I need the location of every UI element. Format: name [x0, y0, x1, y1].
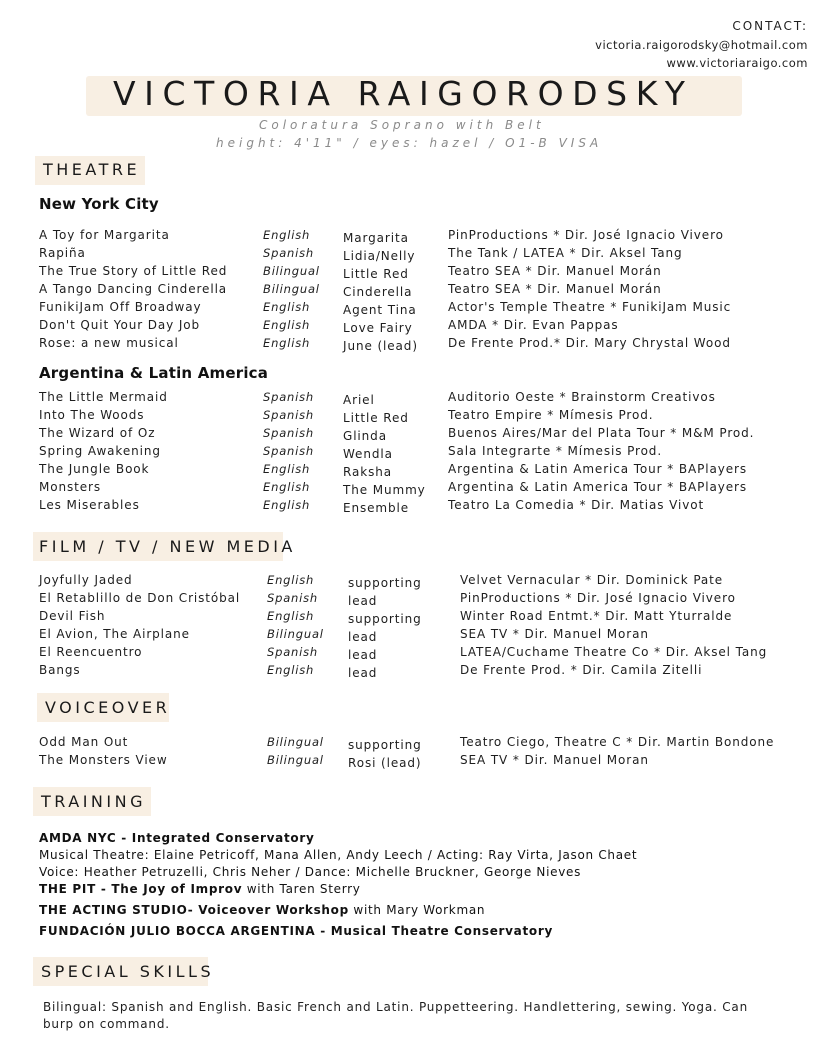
credit-role: Rosi (lead) — [348, 756, 422, 770]
credit-title: Spring Awakening — [39, 444, 161, 458]
theatre-latam-list — [0, 390, 816, 516]
credit-row — [0, 228, 816, 246]
credit-company: Teatro Ciego, Theatre C * Dir. Martin Bondone — [460, 735, 775, 749]
credit-company: PinProductions * Dir. José Ignacio Vivero — [448, 228, 724, 242]
section-title-film: FILM / TV / NEW MEDIA — [39, 537, 296, 556]
credit-language: English — [267, 663, 315, 677]
credit-company: AMDA * Dir. Evan Pappas — [448, 318, 619, 332]
credit-company: SEA TV * Dir. Manuel Moran — [460, 627, 649, 641]
credit-title: Joyfully Jaded — [39, 573, 133, 587]
credit-row — [0, 609, 816, 627]
credit-company: SEA TV * Dir. Manuel Moran — [460, 753, 649, 767]
credit-language: Bilingual — [263, 282, 320, 296]
credit-role: Ariel — [343, 393, 375, 407]
credit-row — [0, 336, 816, 354]
credit-language: English — [263, 480, 311, 494]
credit-row — [0, 390, 816, 408]
credit-row — [0, 663, 816, 681]
theatre-nyc-list — [0, 228, 816, 354]
training-pit-teacher: with Taren Sterry — [242, 882, 361, 896]
credit-language: English — [267, 573, 315, 587]
training-pit — [39, 882, 361, 896]
credit-row — [0, 318, 816, 336]
credit-role: lead — [348, 630, 378, 644]
credit-role: Wendla — [343, 447, 393, 461]
credit-title: A Toy for Margarita — [39, 228, 170, 242]
credit-role: June (lead) — [343, 339, 418, 353]
credit-language: Bilingual — [267, 627, 324, 641]
credit-title: The Jungle Book — [39, 462, 150, 476]
credit-title: A Tango Dancing Cinderella — [39, 282, 228, 296]
credit-role: supporting — [348, 576, 422, 590]
credit-language: English — [263, 300, 311, 314]
training-fundacion: FUNDACIÓN JULIO BOCCA ARGENTINA - Musical Theatre Conservatory — [39, 924, 553, 938]
training-acting-studio — [39, 903, 485, 917]
credit-company: Sala Integrarte * Mímesis Prod. — [448, 444, 663, 458]
section-title-skills: SPECIAL SKILLS — [41, 962, 215, 981]
credit-row — [0, 573, 816, 591]
credit-title: The Little Mermaid — [39, 390, 168, 404]
credit-row — [0, 426, 816, 444]
credit-company: Argentina & Latin America Tour * BAPlayers — [448, 462, 747, 476]
credit-row — [0, 444, 816, 462]
credit-title: FunikiJam Off Broadway — [39, 300, 202, 314]
credit-title: Into The Woods — [39, 408, 145, 422]
credit-company: Argentina & Latin America Tour * BAPlayers — [448, 480, 747, 494]
credit-language: Spanish — [263, 426, 315, 440]
credit-language: Spanish — [263, 390, 315, 404]
skills-text: Bilingual: Spanish and English. Basic French and Latin. Puppetteering. Handlettering, sewing. Yoga. Can burp on command. — [43, 1000, 748, 1031]
credit-company: Actor's Temple Theatre * FunikiJam Music — [448, 300, 732, 314]
credit-role: lead — [348, 594, 378, 608]
credit-language: Spanish — [263, 444, 315, 458]
credit-company: Winter Road Entmt.* Dir. Matt Yturralde — [460, 609, 733, 623]
contact-label: CONTACT: — [732, 19, 808, 33]
credit-role: Raksha — [343, 465, 392, 479]
training-acting-teacher: with Mary Workman — [348, 903, 486, 917]
credit-company: Teatro La Comedia * Dir. Matias Vivot — [448, 498, 705, 512]
credit-row — [0, 282, 816, 300]
credit-title: El Avion, The Airplane — [39, 627, 190, 641]
section-title-training: TRAINING — [41, 792, 146, 811]
credit-row — [0, 408, 816, 426]
credit-role: Little Red — [343, 411, 409, 425]
credit-language: English — [263, 498, 311, 512]
credit-row — [0, 645, 816, 663]
credit-title: Rose: a new musical — [39, 336, 179, 350]
credit-role: Little Red — [343, 267, 409, 281]
credit-role: supporting — [348, 612, 422, 626]
voiceover-list — [0, 735, 816, 771]
credit-language: Spanish — [267, 591, 319, 605]
contact-email[interactable]: victoria.raigorodsky@hotmail.com — [595, 38, 808, 52]
training-amda-voice: Voice: Heather Petruzelli, Chris Neher / Dance: Michelle Bruckner, George Nieves — [39, 865, 582, 879]
credit-title: El Retablillo de Don Cristóbal — [39, 591, 241, 605]
credit-title: El Reencuentro — [39, 645, 143, 659]
credit-title: Les Miserables — [39, 498, 140, 512]
credit-language: Spanish — [267, 645, 319, 659]
credit-role: Agent Tina — [343, 303, 417, 317]
credit-role: The Mummy — [343, 483, 426, 497]
credit-role: supporting — [348, 738, 422, 752]
credit-role: Love Fairy — [343, 321, 413, 335]
credit-row — [0, 735, 816, 753]
credit-row — [0, 498, 816, 516]
credit-row — [0, 264, 816, 282]
credit-row — [0, 591, 816, 609]
credit-company: Velvet Vernacular * Dir. Dominick Pate — [460, 573, 724, 587]
credit-language: English — [263, 336, 311, 350]
credit-row — [0, 246, 816, 264]
credit-company: Auditorio Oeste * Brainstorm Creativos — [448, 390, 716, 404]
section-title-voiceover: VOICEOVER — [45, 698, 171, 717]
credit-language: English — [263, 462, 311, 476]
credit-title: The Monsters View — [39, 753, 168, 767]
credit-row — [0, 300, 816, 318]
credit-row — [0, 480, 816, 498]
film-list — [0, 573, 816, 681]
voice-type: Coloratura Soprano with Belt — [259, 118, 545, 132]
credit-title: The True Story of Little Red — [39, 264, 228, 278]
contact-website[interactable]: www.victoriaraigo.com — [666, 56, 808, 70]
credit-company: PinProductions * Dir. José Ignacio Vivero — [460, 591, 736, 605]
training-amda-mt: Musical Theatre: Elaine Petricoff, Mana Allen, Andy Leech / Acting: Ray Virta, Jason Chaet — [39, 848, 638, 862]
training-pit-school: THE PIT - The Joy of Improv — [39, 882, 243, 896]
subsection-title-latam: Argentina & Latin America — [39, 364, 269, 382]
credit-company: Buenos Aires/Mar del Plata Tour * M&M Prod. — [448, 426, 755, 440]
credit-language: Bilingual — [267, 753, 324, 767]
credit-company: LATEA/Cuchame Theatre Co * Dir. Aksel Tang — [460, 645, 768, 659]
physical-stats: height: 4'11" / eyes: hazel / O1-B VISA — [216, 136, 603, 150]
credit-title: Monsters — [39, 480, 102, 494]
credit-company: De Frente Prod. * Dir. Camila Zitelli — [460, 663, 703, 677]
credit-language: Spanish — [263, 408, 315, 422]
credit-title: Bangs — [39, 663, 81, 677]
credit-role: Lidia/Nelly — [343, 249, 416, 263]
credit-company: Teatro SEA * Dir. Manuel Morán — [448, 264, 662, 278]
page-title: VICTORIA RAIGORODSKY — [113, 74, 694, 113]
credit-row — [0, 627, 816, 645]
credit-title: Odd Man Out — [39, 735, 129, 749]
credit-title: The Wizard of Oz — [39, 426, 156, 440]
credit-role: Glinda — [343, 429, 387, 443]
credit-language: Bilingual — [267, 735, 324, 749]
credit-language: Bilingual — [263, 264, 320, 278]
credit-title: Devil Fish — [39, 609, 106, 623]
credit-language: English — [263, 228, 311, 242]
credit-role: lead — [348, 648, 378, 662]
credit-role: lead — [348, 666, 378, 680]
credit-role: Ensemble — [343, 501, 410, 515]
subsection-title-nyc: New York City — [39, 195, 159, 213]
credit-row — [0, 753, 816, 771]
training-acting-school: THE ACTING STUDIO- Voiceover Workshop — [39, 903, 349, 917]
credit-title: Rapiña — [39, 246, 86, 260]
credit-title: Don't Quit Your Day Job — [39, 318, 201, 332]
credit-role: Margarita — [343, 231, 409, 245]
credit-row — [0, 462, 816, 480]
credit-language: English — [263, 318, 311, 332]
training-amda: AMDA NYC - Integrated Conservatory — [39, 831, 315, 845]
credit-language: Spanish — [263, 246, 315, 260]
credit-language: English — [267, 609, 315, 623]
credit-company: The Tank / LATEA * Dir. Aksel Tang — [448, 246, 683, 260]
credit-company: Teatro SEA * Dir. Manuel Morán — [448, 282, 662, 296]
credit-company: De Frente Prod.* Dir. Mary Chrystal Wood — [448, 336, 731, 350]
credit-company: Teatro Empire * Mímesis Prod. — [448, 408, 654, 422]
credit-role: Cinderella — [343, 285, 413, 299]
section-title-theatre: THEATRE — [43, 160, 141, 179]
